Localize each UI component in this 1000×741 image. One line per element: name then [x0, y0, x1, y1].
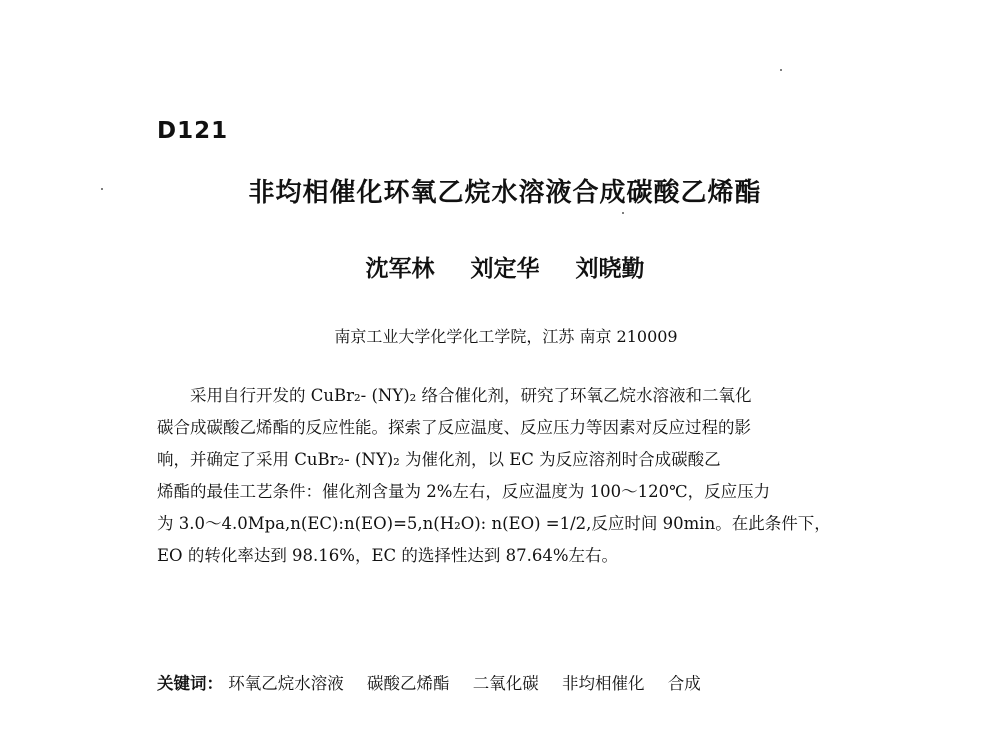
- keyword: 二氧化碳: [472, 674, 539, 693]
- keyword: 合成: [667, 674, 701, 693]
- abstract-line: 烯酯的最佳工艺条件：催化剂含量为 2%左右，反应温度为 100～120℃，反应压力: [157, 482, 771, 501]
- keyword: 碳酸乙烯酯: [367, 674, 450, 693]
- keywords-label: 关键词：: [157, 674, 223, 693]
- scan-speck: [622, 212, 624, 214]
- keyword: 环氧乙烷水溶液: [228, 674, 344, 693]
- paper-title: 非均相催化环氧乙烷水溶液合成碳酸乙烯酯: [248, 178, 762, 208]
- author-name: 刘晓勤: [575, 256, 645, 282]
- abstract-line: EO 的转化率达到 98.16%，EC 的选择性达到 87.64%左右。: [157, 546, 619, 565]
- author-name: 刘定华: [470, 256, 540, 282]
- affiliation: 南京工业大学化学化工学院，江苏 南京 210009: [334, 327, 678, 346]
- abstract-line: 采用自行开发的 CuBr₂- (NY)₂ 络合催化剂，研究了环氧乙烷水溶液和二氧化: [190, 386, 752, 405]
- abstract: [157, 380, 862, 572]
- keywords-row: [157, 670, 719, 694]
- paper-code: D121: [157, 118, 229, 144]
- abstract-line: 为 3.0～4.0Mpa,n(EC):n(EO)=5,n(H₂O): n(EO) =1/2,反应时间 90min。在此条件下，: [157, 514, 831, 533]
- scan-speck: [780, 69, 782, 71]
- abstract-line: 碳合成碳酸乙烯酯的反应性能。探索了反应温度、反应压力等因素对反应过程的影: [157, 418, 751, 437]
- abstract-line: 响，并确定了采用 CuBr₂- (NY)₂ 为催化剂，以 EC 为反应溶剂时合成碳酸乙: [157, 450, 721, 469]
- author-name: 沈军林: [365, 256, 435, 282]
- keyword: 非均相催化: [562, 674, 645, 693]
- author-list: [0, 250, 1000, 283]
